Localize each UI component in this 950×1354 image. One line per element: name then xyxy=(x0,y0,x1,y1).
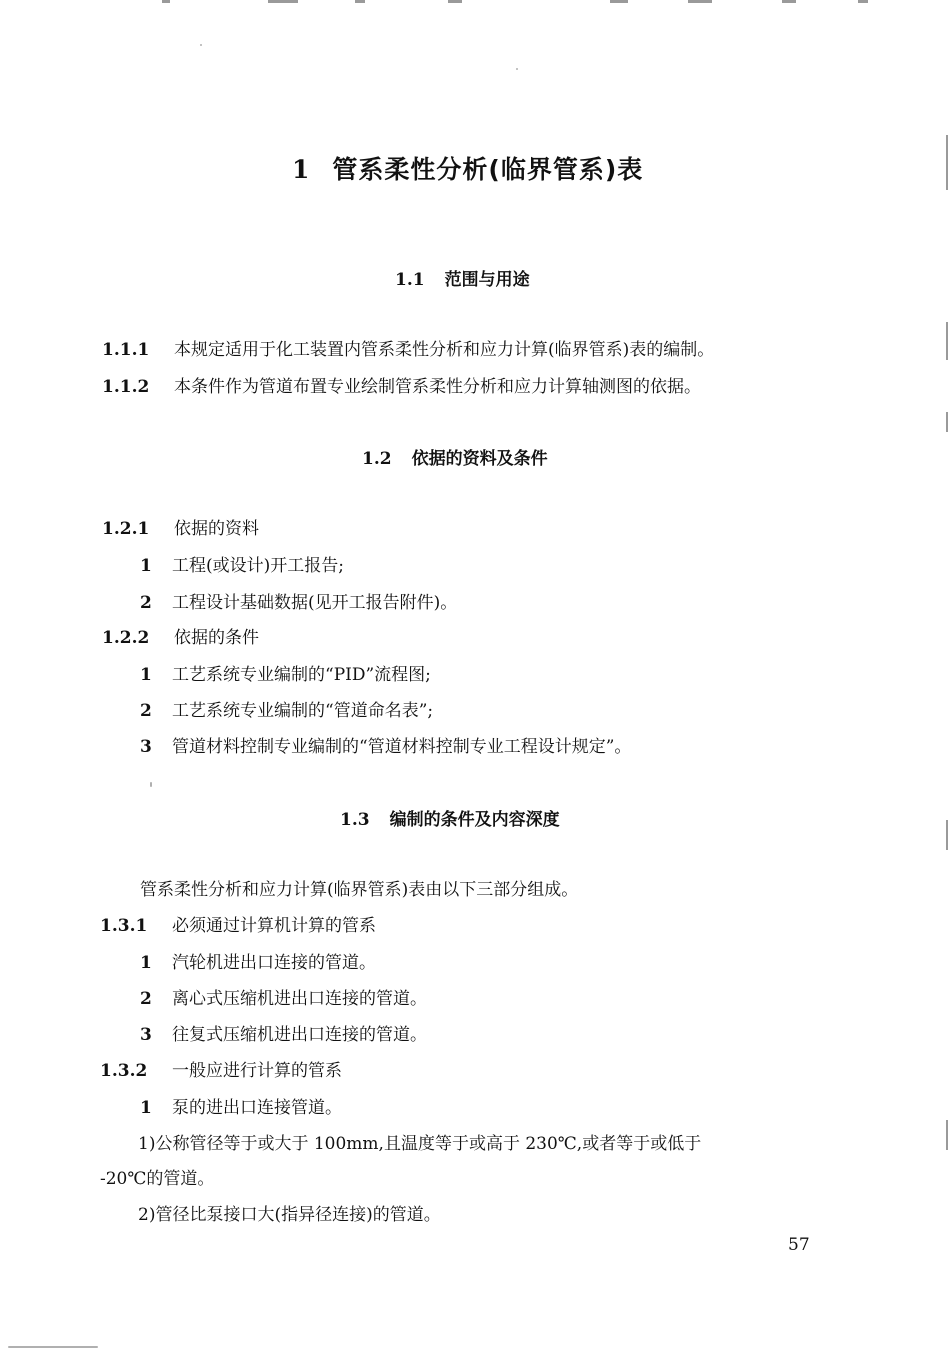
scan-speck xyxy=(516,68,518,70)
list-item xyxy=(140,588,457,613)
item-text: 工艺系统专业编制的“PID”流程图; xyxy=(172,665,431,685)
section-number: 1.1 xyxy=(395,270,425,290)
section-title: 编制的条件及内容深度 xyxy=(389,810,560,830)
section-title: 依据的资料及条件 xyxy=(411,449,548,469)
item-text: 工艺系统专业编制的“管道命名表”; xyxy=(172,701,434,721)
item-number: 1 xyxy=(140,1098,152,1118)
clause xyxy=(102,514,259,539)
scan-mark xyxy=(688,0,712,3)
section-heading xyxy=(340,805,560,830)
clause xyxy=(102,335,714,360)
clause-number: 1.1.1 xyxy=(102,340,150,360)
section-title: 范围与用途 xyxy=(444,270,530,290)
scan-mark xyxy=(946,820,948,850)
scan-mark xyxy=(946,1120,948,1150)
chapter-number: 1 xyxy=(292,155,311,184)
list-item xyxy=(140,551,344,576)
item-number: 1 xyxy=(140,665,152,685)
scan-speck xyxy=(150,782,152,787)
clause-number: 1.3.2 xyxy=(100,1061,148,1081)
clause-text: 本条件作为管道布置专业绘制管系柔性分析和应力计算轴测图的依据。 xyxy=(174,377,701,397)
item-number: 2 xyxy=(140,701,152,721)
scan-speck xyxy=(200,44,202,46)
section-heading xyxy=(362,444,548,469)
clause-text: 依据的条件 xyxy=(174,628,259,648)
list-item xyxy=(140,660,431,685)
item-number: 3 xyxy=(140,737,152,757)
clause-number: 1.3.1 xyxy=(100,916,148,936)
list-item xyxy=(140,948,376,973)
item-text: 汽轮机进出口连接的管道。 xyxy=(172,953,376,973)
item-text: 工程设计基础数据(见开工报告附件)。 xyxy=(172,593,458,613)
paragraph-line: 2)管径比泵接口大(指异径连接)的管道。 xyxy=(138,1205,441,1225)
section-heading xyxy=(395,265,530,290)
scan-mark xyxy=(946,412,948,432)
clause xyxy=(100,911,376,936)
scan-mark xyxy=(858,0,868,3)
intro-paragraph: 管系柔性分析和应力计算(临界管系)表由以下三部分组成。 xyxy=(140,880,579,900)
item-text: 离心式压缩机进出口连接的管道。 xyxy=(172,989,427,1009)
item-text: 管道材料控制专业编制的“管道材料控制专业工程设计规定”。 xyxy=(172,737,632,757)
scan-mark xyxy=(448,0,462,3)
scan-mark xyxy=(355,0,365,3)
paragraph-line: 1)公称管径等于或大于 100mm,且温度等于或高于 230℃,或者等于或低于 xyxy=(138,1134,702,1154)
clause-number: 1.1.2 xyxy=(102,377,150,397)
item-text: 往复式压缩机进出口连接的管道。 xyxy=(172,1025,427,1045)
item-number: 1 xyxy=(140,556,152,576)
chapter-title xyxy=(292,150,643,186)
list-item xyxy=(140,984,427,1009)
item-number: 2 xyxy=(140,989,152,1009)
scan-mark xyxy=(162,0,170,3)
item-number: 3 xyxy=(140,1025,152,1045)
section-number: 1.2 xyxy=(362,449,392,469)
scan-mark xyxy=(782,0,796,3)
scan-mark xyxy=(946,135,948,190)
clause-number: 1.2.2 xyxy=(102,628,150,648)
scan-mark xyxy=(946,322,948,360)
clause xyxy=(102,372,701,397)
list-item xyxy=(140,732,631,757)
clause-number: 1.2.1 xyxy=(102,519,150,539)
clause-text: 依据的资料 xyxy=(174,519,259,539)
scan-mark xyxy=(268,0,298,3)
item-text: 工程(或设计)开工报告; xyxy=(172,556,344,576)
item-number: 1 xyxy=(140,953,152,973)
chapter-title-text: 管系柔性分析(临界管系)表 xyxy=(332,155,644,184)
list-item xyxy=(140,1093,342,1118)
item-number: 2 xyxy=(140,593,152,613)
scan-mark xyxy=(610,0,628,3)
clause-text: 必须通过计算机计算的管系 xyxy=(172,916,376,936)
list-item xyxy=(140,696,433,721)
paragraph-line: -20℃的管道。 xyxy=(100,1169,215,1189)
clause xyxy=(102,623,259,648)
clause-text: 一般应进行计算的管系 xyxy=(172,1061,342,1081)
scan-speck xyxy=(8,1346,98,1348)
page-number: 57 xyxy=(788,1235,810,1255)
item-text: 泵的进出口连接管道。 xyxy=(172,1098,342,1118)
clause xyxy=(100,1056,342,1081)
section-number: 1.3 xyxy=(340,810,370,830)
clause-text: 本规定适用于化工装置内管系柔性分析和应力计算(临界管系)表的编制。 xyxy=(174,340,715,360)
list-item xyxy=(140,1020,427,1045)
